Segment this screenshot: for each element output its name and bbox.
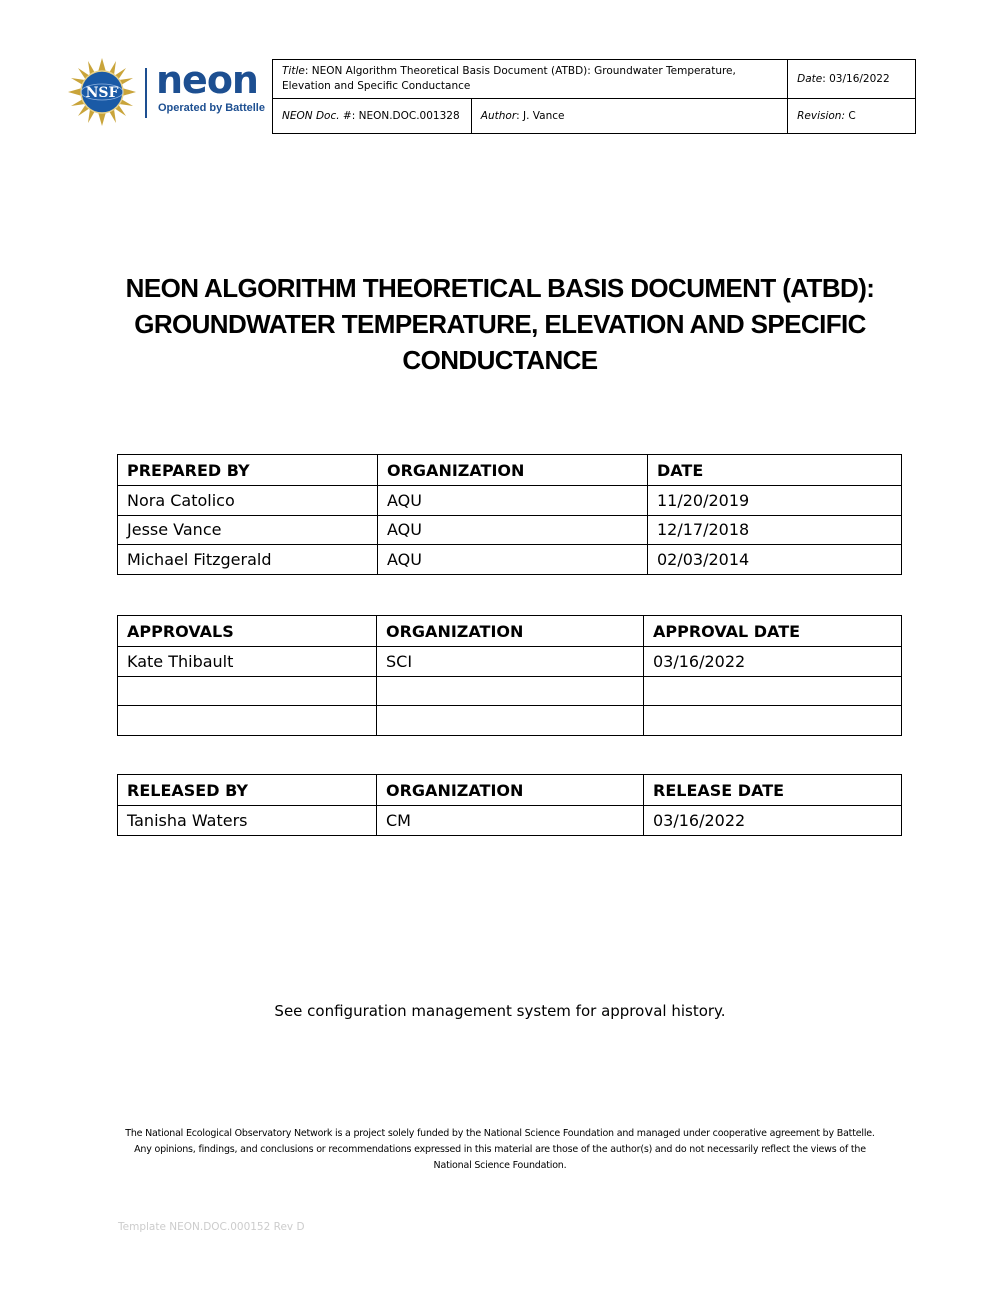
author-value: J. Vance (523, 109, 565, 122)
date-label: Date (797, 72, 823, 85)
template-reference: Template NEON.DOC.000152 Rev D (118, 1221, 305, 1233)
neon-tagline: Operated by Battelle (158, 102, 265, 114)
table-row (118, 676, 902, 706)
approval-date (644, 676, 902, 706)
releaser-name: Tanisha Waters (118, 806, 377, 836)
approvals-table (117, 615, 902, 736)
approver-organization: SCI (377, 647, 644, 677)
preparer-name: Jesse Vance (118, 515, 378, 545)
approver-name (118, 706, 377, 736)
doc-number-cell: NEON Doc. #: NEON.DOC.001328 (273, 99, 472, 134)
doc-number-value: NEON.DOC.001328 (358, 109, 460, 122)
nsf-seal-icon (68, 58, 136, 126)
column-header: ORGANIZATION (378, 455, 648, 486)
author-cell: Author: J. Vance (471, 99, 787, 134)
disclaimer-line: National Science Foundation. (433, 1160, 567, 1171)
disclaimer-line: The National Ecological Observatory Network is a project solely funded by the National Science Foundation and managed under cooperative agreement by Battelle. (125, 1128, 875, 1139)
approval-date: 03/16/2022 (644, 647, 902, 677)
revision-cell (788, 99, 916, 134)
preparer-date: 11/20/2019 (648, 486, 902, 516)
column-header: DATE (648, 455, 902, 486)
document-title-line: CONDUCTANCE (402, 345, 598, 375)
preparer-date: 12/17/2018 (648, 515, 902, 545)
funding-disclaimer (110, 1126, 890, 1174)
approver-name (118, 676, 377, 706)
preparer-organization: AQU (378, 545, 648, 575)
approver-organization (377, 706, 644, 736)
table-row (118, 545, 902, 575)
neon-wordmark: neon (156, 58, 258, 102)
neon-logo (68, 58, 265, 130)
nsf-seal-text: NSF (85, 85, 119, 101)
disclaimer-line: Any opinions, findings, and conclusions or recommendations expressed in this material are those of the author(s) and do not necessarily reflect the views of the (134, 1144, 866, 1155)
revision-label: Revision: (797, 109, 846, 122)
table-row (118, 515, 902, 545)
revision-value: C (848, 109, 856, 122)
config-management-note: See configuration management system for approval history. (274, 1002, 726, 1020)
date-cell: Date: 03/16/2022 (788, 60, 916, 99)
approver-organization (377, 676, 644, 706)
document-title (110, 270, 890, 378)
table-row (118, 486, 902, 516)
preparer-name: Nora Catolico (118, 486, 378, 516)
column-header: RELEASE DATE (644, 775, 902, 806)
document-title-line: GROUNDWATER TEMPERATURE, ELEVATION AND SPECIFIC (134, 309, 866, 339)
title-value: NEON Algorithm Theoretical Basis Document (ATBD): Groundwater Temperature, Elevation and Specific Conductance (282, 65, 736, 92)
preparer-organization: AQU (378, 515, 648, 545)
approver-name: Kate Thibault (118, 647, 377, 677)
release-date: 03/16/2022 (644, 806, 902, 836)
column-header: ORGANIZATION (377, 616, 644, 647)
table-row (118, 806, 902, 836)
table-row (118, 706, 902, 736)
column-header: RELEASED BY (118, 775, 377, 806)
preparer-organization: AQU (378, 486, 648, 516)
document-title-line: NEON ALGORITHM THEORETICAL BASIS DOCUMENT (ATBD): (125, 273, 875, 303)
document-header-table (272, 59, 916, 134)
author-label: Author (480, 109, 517, 122)
title-label: Title (282, 65, 305, 77)
approval-date (644, 706, 902, 736)
table-row (118, 647, 902, 677)
preparer-date: 02/03/2014 (648, 545, 902, 575)
column-header: APPROVAL DATE (644, 616, 902, 647)
prepared-by-table (117, 454, 902, 575)
table-header-row (118, 616, 902, 647)
column-header: ORGANIZATION (377, 775, 644, 806)
table-header-row (118, 455, 902, 486)
column-header: PREPARED BY (118, 455, 378, 486)
logo-divider (145, 68, 147, 118)
date-value: 03/16/2022 (829, 72, 890, 85)
releaser-organization: CM (377, 806, 644, 836)
released-by-table (117, 774, 902, 836)
title-cell: Title: NEON Algorithm Theoretical Basis Document (ATBD): Groundwater Temperature, Elevation and Specific Conductance (273, 60, 788, 99)
table-header-row (118, 775, 902, 806)
doc-number-label: NEON Doc. # (282, 109, 352, 122)
preparer-name: Michael Fitzgerald (118, 545, 378, 575)
column-header: APPROVALS (118, 616, 377, 647)
